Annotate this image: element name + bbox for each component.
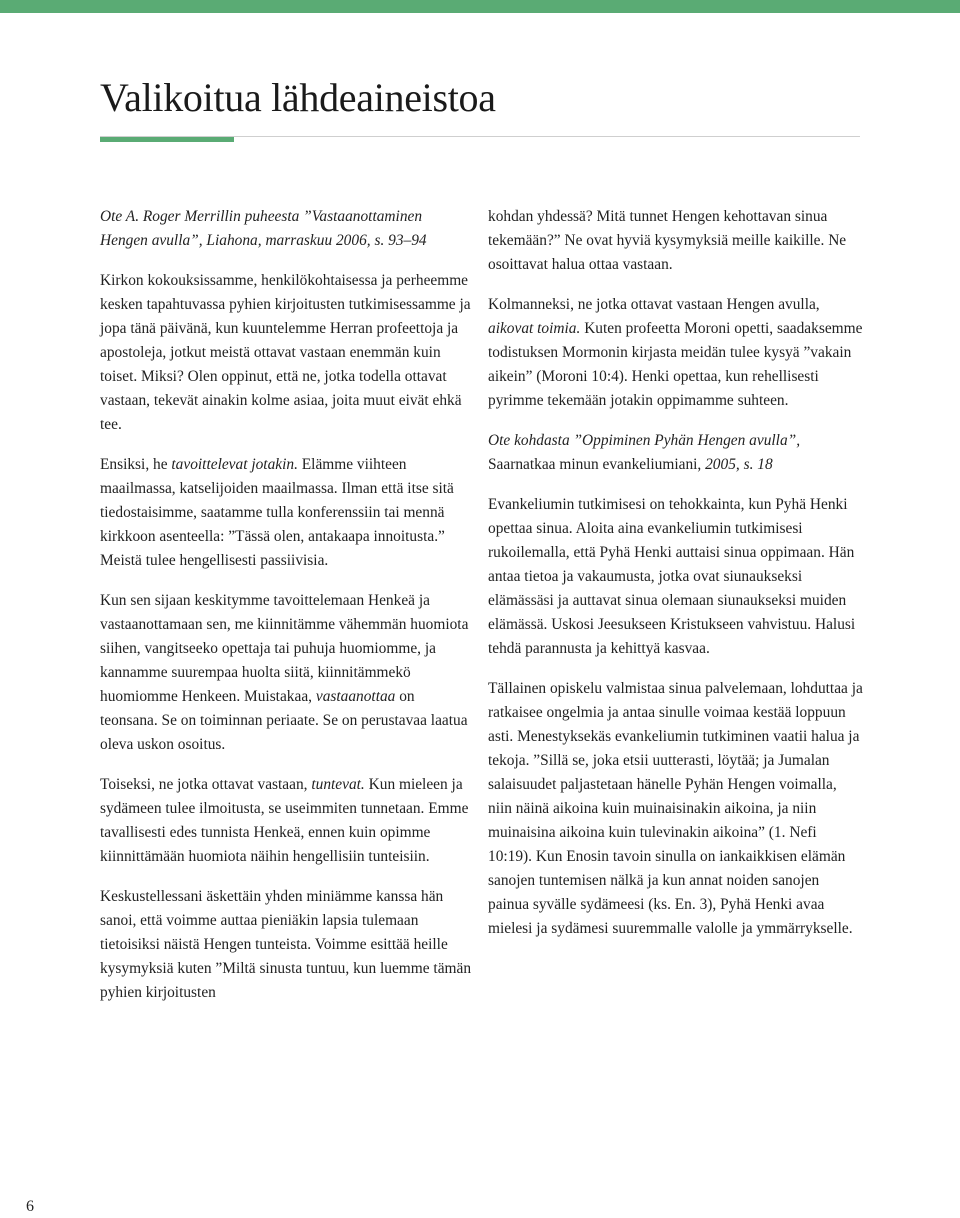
emphasis: vastaanottaa bbox=[315, 688, 396, 705]
text-run: Kun sen sijaan keskitymme tavoittelemaan Henkeä ja vastaanottamaan sen, me kiinnitämme vähemmän huomiota siihen, vangitseeko opettaja tai puhuja huomiomme, ja kannamme suurempaa huolta siitä, kiinnitämmekö huomiomme Henkeen. Muistakaa, bbox=[100, 592, 469, 705]
page-title: Valikoitua lähdeaineistoa bbox=[100, 75, 496, 120]
page-number: 6 bbox=[26, 1198, 34, 1215]
text-run: on teonsana. Se on toiminnan periaate. Se on perustavaa laatua oleva uskon osoitus. bbox=[100, 688, 468, 753]
top-accent-bar bbox=[0, 0, 960, 13]
emphasis: aikovat toimia. bbox=[488, 320, 581, 337]
paragraph bbox=[100, 453, 472, 573]
text-run: Ensiksi, he bbox=[100, 456, 172, 473]
text-run: Toiseksi, ne jotka ottavat vastaan, bbox=[100, 776, 312, 793]
emphasis: Ote kohdasta ”Oppiminen Pyhän Hengen avulla”, bbox=[488, 432, 801, 449]
left-column bbox=[100, 205, 472, 1021]
paragraph: Keskustellessani äskettäin yhden miniämme kanssa hän sanoi, että voimme auttaa pieniäkin lapsia tulemaan tietoisiksi näistä Hengen tunteista. Voimme esittää heille kysymyksiä kuten ”Miltä sinusta tuntuu, kun luemme tämän pyhien kirjoitusten bbox=[100, 888, 472, 1001]
paragraph bbox=[100, 773, 472, 869]
paragraph: Kirkon kokouksissamme, henkilökohtaisessa ja perheemme kesken tapahtuvassa pyhien kirjoitusten tutkimisessamme ja jopa tänä päivänä, kun kuuntelemme Herran profeettoja ja apostoleja, jotkut meistä ottavat vastaan enemmän kuin toiset. Miksi? Olen oppinut, että ne, jotka todella ottavat vastaan, tekevät ainakin kolme asiaa, joita muut eivät ehkä tee. bbox=[100, 272, 471, 433]
text-run: Kun mieleen ja sydämeen tulee ilmoitusta, se useimmiten tunnetaan. Emme tavallisesti edes tunnista Henkeä, ennen kuin opimme kiinnittämään huomiota näihin hengellisiin tunteisiin. bbox=[100, 776, 469, 865]
paragraph: Evankeliumin tutkimisesi on tehokkainta, kun Pyhä Henki opettaa sinua. Aloita aina evankeliumin tutkimisesi rukoilemalla, että Pyhä Henki auttaisi sinua oppimaan. Hän antaa tietoa ja vakaumusta, jotka ovat siunaukseksi elämässäsi ja auttavat sinua olemaan siunaukseksi muiden elämässä. Uskosi Jeesukseen Kristukseen vahvistuu. Halusi tehdä parannusta ja kehittyä kasvaa. bbox=[488, 496, 856, 657]
paragraph: kohdan yhdessä? Mitä tunnet Hengen kehottavan sinua tekemään?” Ne ovat hyviä kysymyksiä meille kaikille. Ne osoittavat halua ottaa vastaan. bbox=[488, 208, 847, 273]
text-run: Kolmanneksi, ne jotka ottavat vastaan Hengen avulla, bbox=[488, 296, 820, 313]
paragraph: Tällainen opiskelu valmistaa sinua palvelemaan, lohduttaa ja ratkaisee ongelmia ja antaa sinulle voimaa kestää loppuun asti. Menestyksekäs evankeliumin tutkiminen vaatii halua ja tekoja. ”Sillä se, joka etsii uutterasti, löytää; ja Jumalan salaisuudet paljastetaan hänelle Pyhän Hengen voimalla, niin näinä aikoina kuin muinaisinakin aikoina, ja niin muinaisina aikoina kuin tulevinakin aikoina” (1. Nefi 10:19). Kun Enosin tavoin sinulla on iankaikkisen elämän sanojen tuntemisen nälkä ja kun annat noiden sanojen painua syvälle sydämeesi (ks. En. 3), Pyhä Henki avaa mielesi ja sydämesi suuremmalle valolle ja ymmärrykselle. bbox=[488, 680, 863, 937]
right-column bbox=[488, 205, 863, 957]
text-run: Kuten profeetta Moroni opetti, saadaksemme todistuksen Mormonin kirjasta meidän tulee kysyä ”vakain aikein” (Moroni 10:4). Henki opettaa, kun rehellisesti pyrimme tekemään jotakin oppimamme suhteen. bbox=[488, 320, 863, 409]
emphasis: 2005, s. 18 bbox=[705, 456, 773, 473]
title-accent-rule bbox=[100, 137, 234, 142]
emphasis: tavoittelevat jotakin. bbox=[171, 456, 298, 473]
paragraph bbox=[100, 589, 472, 757]
paragraph bbox=[488, 293, 863, 413]
emphasis: tuntevat. bbox=[311, 776, 365, 793]
source-citation-b bbox=[488, 429, 863, 477]
text-run: Saarnatkaa minun evankeliumiani, bbox=[488, 456, 706, 473]
source-citation-a: Ote A. Roger Merrillin puheesta ”Vastaanottaminen Hengen avulla”, Liahona, marraskuu 2006, s. 93–94 bbox=[100, 208, 427, 249]
text-run: Elämme viihteen maailmassa, katselijoiden maailmassa. Ilman että itse sitä tiedostaisimme, saatamme tulla konferenssiin tai mennä kirkkoon asenteella: ”Tässä olen, antakaapa innoitusta.” Meistä tulee hengellisesti passiivisia. bbox=[100, 456, 454, 569]
